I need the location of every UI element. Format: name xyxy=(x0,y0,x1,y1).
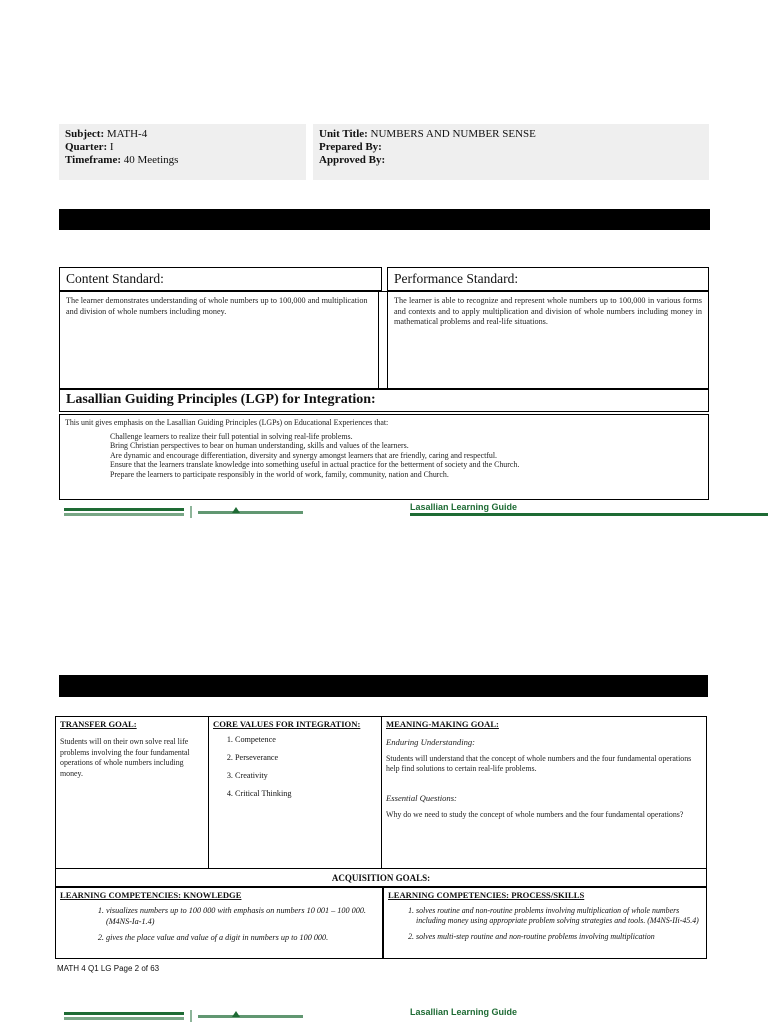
timeframe-value: 40 Meetings xyxy=(123,154,179,166)
core-value-item: 4. Critical Thinking xyxy=(235,785,381,803)
approved-by-row xyxy=(319,154,703,167)
enduring-understanding-label: Enduring Understanding: xyxy=(386,737,476,747)
page-footer-text: MATH 4 Q1 LG Page 2 of 63 xyxy=(57,964,160,973)
lgp-list xyxy=(65,432,703,480)
learning-guide-label: Lasallian Learning Guide xyxy=(410,1007,518,1017)
lgp-item: Prepare the learners to participate responsibly in the world of work, family, community, nation and Church. xyxy=(110,469,449,479)
core-value-item: 2. Perseverance xyxy=(235,749,381,767)
subject-row xyxy=(65,128,300,141)
knowledge-cell xyxy=(55,887,383,959)
core-value-item: 1. Competence xyxy=(235,731,381,749)
performance-standard-text: The learner is able to recognize and represent whole numbers up to 100,000 in various forms and contexts and to apply multiplication and division of whole numbers including money in mathematical problems and real-life situations. xyxy=(394,296,702,326)
content-standard-title-cell xyxy=(59,267,382,291)
timeframe-label: Timeframe: xyxy=(65,154,121,166)
performance-standard-title: Performance Standard: xyxy=(394,271,519,286)
knowledge-item: 2. gives the place value and value of a digit in numbers up to 100 000. xyxy=(106,933,378,944)
subject-label: Subject: xyxy=(65,128,105,140)
performance-standard-text-cell xyxy=(387,291,709,389)
content-standard-text: The learner demonstrates understanding of whole numbers up to 100,000 and multiplication and division of whole numbers including money. xyxy=(66,296,368,316)
lgp-item: Challenge learners to realize their full potential in solving real-life problems. xyxy=(110,431,353,441)
approved-by-label: Approved By: xyxy=(319,154,386,166)
prepared-by-row xyxy=(319,141,703,154)
learning-guide-label: Lasallian Learning Guide xyxy=(410,502,518,512)
unit-title-value: NUMBERS AND NUMBER SENSE xyxy=(370,128,536,140)
transfer-goal-text: Students will on their own solve real life problems involving the four fundamental operations of whole numbers including money. xyxy=(60,737,190,778)
knowledge-item: 1. visualizes numbers up to 100 000 with emphasis on numbers 10 001 – 100 000. (M4NS-Ia-1.4) xyxy=(106,906,378,927)
knowledge-list xyxy=(56,906,382,944)
unit-title-row xyxy=(319,128,703,141)
acquisition-row xyxy=(56,869,707,887)
section-bar-1 xyxy=(59,209,710,230)
transfer-goal-head: TRANSFER GOAL: xyxy=(60,719,137,729)
process-item: 2. solves multi-step routine and non-routine problems involving multiplication xyxy=(416,932,702,942)
lgp-item: Ensure that the learners translate knowledge into something useful in actual practice for the betterment of society and the Church. xyxy=(110,460,520,470)
meaning-making-cell xyxy=(382,717,707,869)
lgp-title: Lasallian Guiding Principles (LGP) for Integration: xyxy=(66,392,376,407)
school-logo-icon xyxy=(64,506,309,518)
process-head: LEARNING COMPETENCIES: PROCESS/SKILLS xyxy=(388,890,585,900)
process-item: 1. solves routine and non-routine problems involving multiplication of whole numbers including money using appropriate problem solving strategies and tools. (M4NS-IIi-45.4) xyxy=(416,906,702,926)
enduring-understanding-text: Students will understand that the concept of whole numbers and the four fundamental operations help find solutions to certain real-life problems. xyxy=(386,753,692,773)
lgp-item: Are dynamic and encourage differentiation, diversity and synergy amongst learners that are friendly, caring and respectful. xyxy=(110,450,498,460)
timeframe-row xyxy=(65,154,300,167)
process-cell xyxy=(383,887,707,959)
lgp-body-cell xyxy=(59,414,709,500)
section-bar-2 xyxy=(59,675,708,697)
performance-standard-title-cell xyxy=(387,267,709,291)
footer-logo-strip-1 xyxy=(64,502,768,518)
unit-title-label: Unit Title: xyxy=(319,128,368,140)
standards-divider-gap xyxy=(379,291,387,389)
process-list xyxy=(384,906,706,942)
core-values-head: CORE VALUES FOR INTEGRATION: xyxy=(213,719,361,729)
lgp-title-cell xyxy=(59,389,709,412)
footer-logo-strip-2 xyxy=(64,1007,768,1022)
core-values-list xyxy=(209,731,381,803)
knowledge-head: LEARNING COMPETENCIES: KNOWLEDGE xyxy=(60,890,242,900)
prepared-by-label: Prepared By: xyxy=(319,141,382,153)
lgp-item: Bring Christian perspectives to bear on human understanding, skills and values of the learners. xyxy=(110,441,409,451)
essential-questions-text: Why do we need to study the concept of whole numbers and the four fundamental operations? xyxy=(386,810,684,819)
header-right-box xyxy=(313,124,709,180)
acquisition-head-cell xyxy=(56,869,707,887)
acquisition-goals-head: ACQUISITION GOALS: xyxy=(331,872,431,883)
lgp-intro: This unit gives emphasis on the Lasallian Guiding Principles (LGPs) on Educational Experiences that: xyxy=(65,418,389,427)
school-logo-icon xyxy=(64,1010,309,1022)
essential-questions-label: Essential Questions: xyxy=(386,792,457,803)
core-values-cell xyxy=(209,717,382,869)
subject-value: MATH-4 xyxy=(106,128,148,140)
header-left-box xyxy=(59,124,306,180)
content-standard-title: Content Standard: xyxy=(66,271,164,286)
goals-row xyxy=(56,717,707,869)
content-standard-text-cell xyxy=(59,291,379,389)
table-bottom-line xyxy=(55,958,707,959)
transfer-goal-cell xyxy=(56,717,209,869)
goals-table xyxy=(55,716,707,887)
quarter-row xyxy=(65,141,300,154)
meaning-making-head: MEANING-MAKING GOAL: xyxy=(386,719,499,729)
core-value-item: 3. Creativity xyxy=(235,767,381,785)
quarter-label: Quarter: xyxy=(65,141,108,153)
quarter-value: I xyxy=(109,141,114,153)
footer-green-line xyxy=(410,513,768,516)
